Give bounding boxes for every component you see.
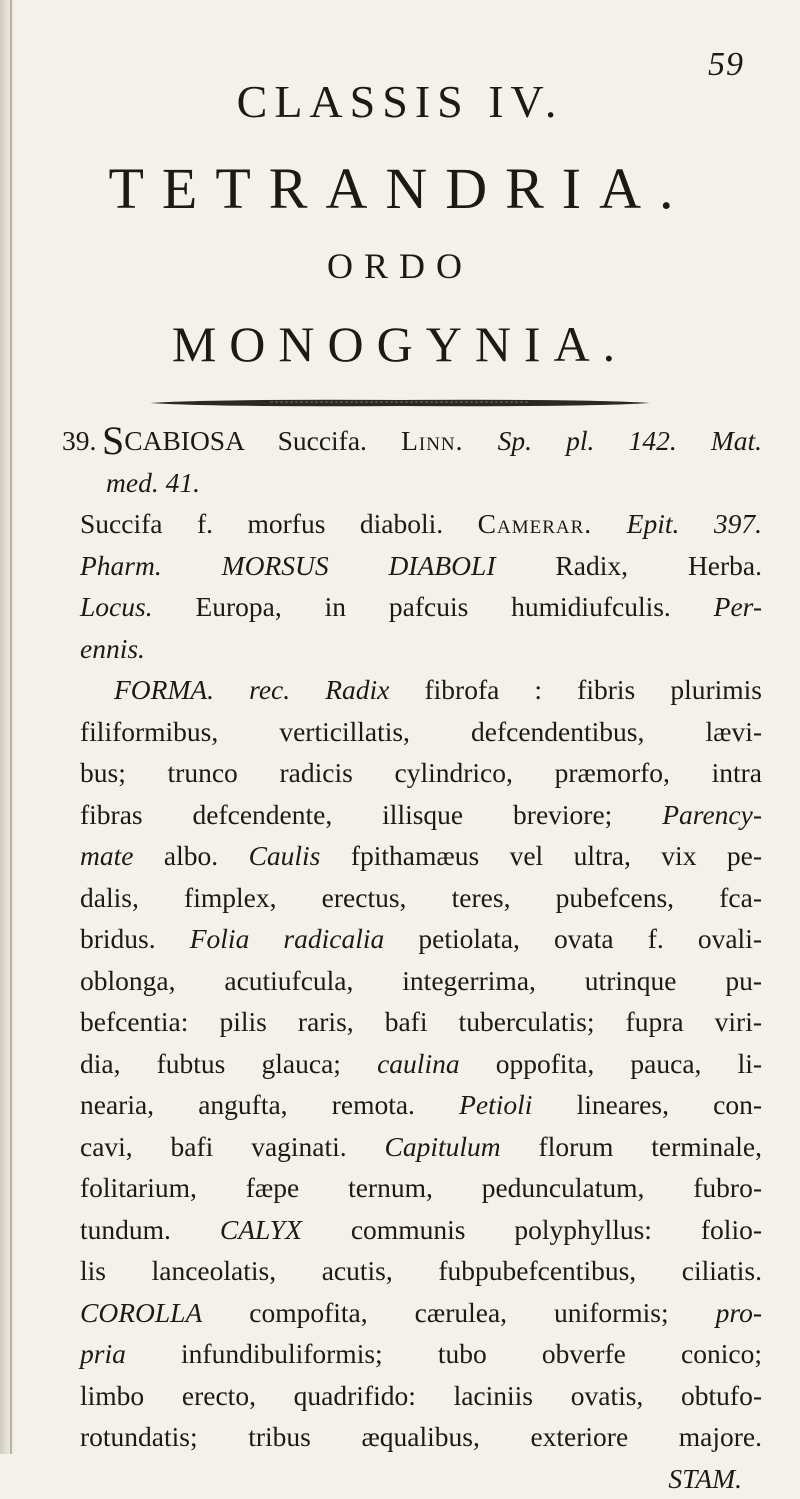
ref-species-plantarum: Sp. pl. — [498, 425, 595, 456]
ref-materia-medica: Mat. — [711, 425, 762, 456]
ornamental-rule — [150, 397, 650, 409]
heading-classis: CLASSIS IV. — [0, 75, 800, 128]
text-line: limbo erecto, quadrifido: laciniis ovatis, obtufo- — [62, 1375, 762, 1417]
text-line: pria infundibuliformis; tubo obverfe conico; — [62, 1333, 762, 1375]
text-line: bridus. Folia radicalia petiolata, ovata f. ovali- — [62, 918, 762, 960]
text-line: tundum. CALYX communis polyphyllus: folio- — [62, 1209, 762, 1251]
text-line: med. 41. — [62, 462, 762, 504]
text-line: dia, fubtus glauca; caulina oppofita, pauca, li- — [62, 1043, 762, 1085]
author-camerarius: Camerar. — [478, 508, 593, 539]
text-line: lis lanceolatis, acutis, fubpubefcentibus, ciliatis. — [62, 1250, 762, 1292]
text-line: oblonga, acutiufcula, integerrima, utrinque pu- — [62, 960, 762, 1002]
text-line: COROLLA compofita, cærulea, uniformis; pro- — [62, 1292, 762, 1334]
entry-number: 39. — [62, 420, 102, 462]
text-line: ennis. — [62, 628, 762, 670]
heading-tetrandria: TETRANDRIA. — [0, 155, 800, 222]
text-line: 39. SCABIOSA Succifa. Linn. Sp. pl. 142. Mat. — [62, 420, 762, 462]
page-number: 59 — [708, 46, 744, 84]
drop-cap: S — [102, 418, 124, 463]
author-linnaeus: Linn. — [401, 425, 463, 456]
catchword: STAM. — [62, 1458, 762, 1499]
text-line: fibras defcendente, illisque breviore; Parency- — [62, 794, 762, 836]
pharmacopoeia-name: Pharm. MORSUS DIABOLI — [80, 550, 495, 581]
text-line: cavi, bafi vaginati. Capitulum florum terminale, — [62, 1126, 762, 1168]
text-line: FORMA. rec. Radix fibrofa : fibris plurimis — [62, 669, 762, 711]
text-line: dalis, fimplex, erectus, teres, pubefcens, fca- — [62, 877, 762, 919]
genus-name: CABIOSA Succifa. — [124, 425, 401, 456]
text-line: Pharm. MORSUS DIABOLI Radix, Herba. — [62, 545, 762, 587]
text-line: bus; trunco radicis cylindrico, præmorfo, intra — [62, 752, 762, 794]
heading-monogynia: MONOGYNIA. — [0, 315, 800, 373]
text-line: Locus. Europa, in pafcuis humidiufculis. Per- — [62, 586, 762, 628]
text-line: nearia, angufta, remota. Petioli lineares, con- — [62, 1084, 762, 1126]
text-line: Succifa f. morfus diaboli. Camerar. Epit. 397. — [62, 503, 762, 545]
text-line: filiformibus, verticillatis, defcendentibus, lævi- — [62, 711, 762, 753]
text-line: mate albo. Caulis fpithamæus vel ultra, vix pe- — [62, 835, 762, 877]
text-line: befcentia: pilis raris, bafi tuberculatis; fupra viri- — [62, 1001, 762, 1043]
text-line: rotundatis; tribus æqualibus, exteriore majore. — [62, 1416, 762, 1458]
text-line: folitarium, fæpe ternum, pedunculatum, fubro- — [62, 1167, 762, 1209]
heading-ordo: ORDO — [0, 245, 800, 287]
entry-39-text — [62, 420, 762, 1499]
forma-heading: FORMA. rec. Radix — [114, 674, 389, 705]
